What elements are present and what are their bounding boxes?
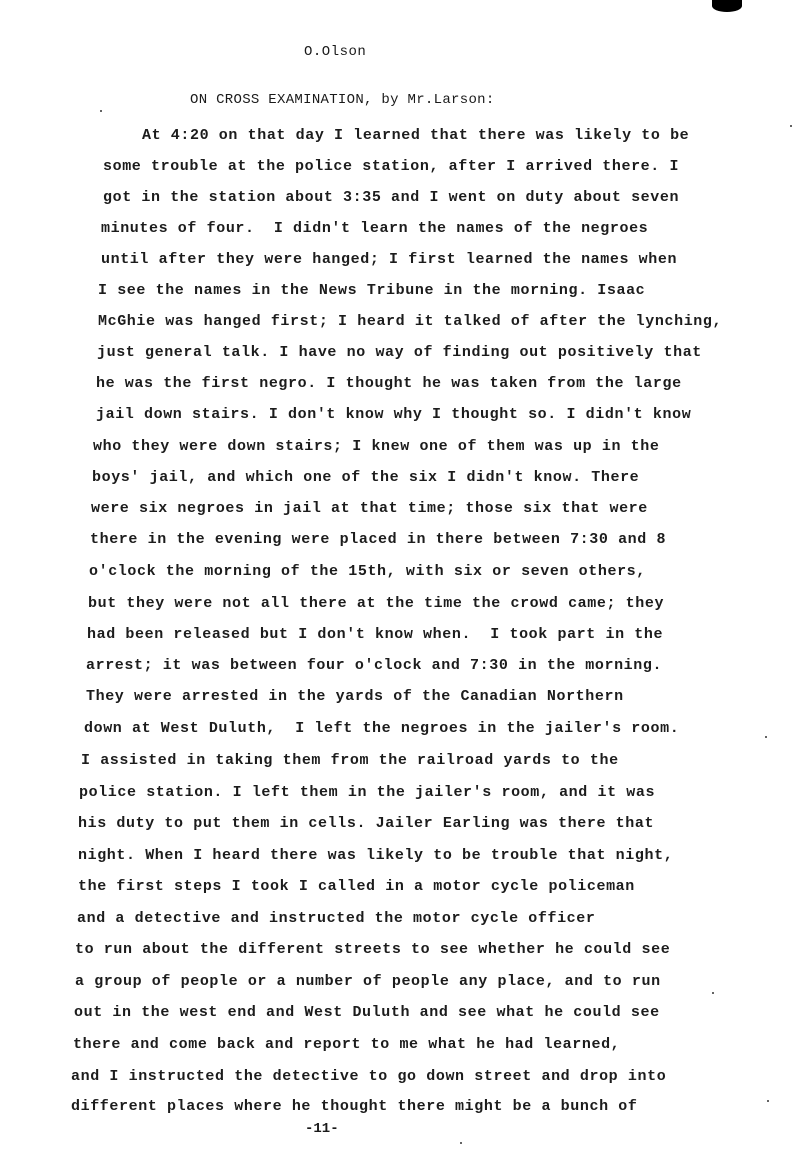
page-number: -11- [305,1121,339,1137]
ink-blot-mark [712,0,742,12]
text-line: minutes of four. I didn't learn the names of the negroes [101,220,649,237]
text-line: just general talk. I have no way of finding out positively that [97,344,702,361]
text-line: were six negroes in jail at that time; those six that were [91,500,648,517]
text-line: night. When I heard there was likely to be trouble that night, [78,847,674,864]
text-line: until after they were hanged; I first learned the names when [101,251,678,268]
text-line: I assisted in taking them from the railroad yards to the [81,752,619,769]
text-line: different places where he thought there might be a bunch of [71,1098,638,1115]
witness-name-header: O.Olson [304,44,367,60]
scan-speck [767,1100,769,1102]
text-line: the first steps I took I called in a motor cycle policeman [78,878,635,895]
scan-speck [790,125,792,127]
scan-speck [712,992,714,994]
text-line: boys' jail, and which one of the six I didn't know. There [92,469,640,486]
text-line: out in the west end and West Duluth and see what he could see [74,1004,660,1021]
text-line: They were arrested in the yards of the Canadian Northern [86,688,624,705]
scan-speck [460,1142,462,1144]
text-line: but they were not all there at the time the crowd came; they [88,595,665,612]
text-line: o'clock the morning of the 15th, with six or seven others, [89,563,646,580]
text-line: his duty to put them in cells. Jailer Earling was there that [78,815,655,832]
section-heading: ON CROSS EXAMINATION, by Mr.Larson: [190,92,495,108]
text-line: had been released but I don't know when. I took part in the [87,626,664,643]
text-line: and a detective and instructed the motor cycle officer [77,910,596,927]
text-line: At 4:20 on that day I learned that there was likely to be [142,127,690,144]
text-line: to run about the different streets to see whether he could see [75,941,671,958]
text-line: jail down stairs. I don't know why I thought so. I didn't know [96,406,692,423]
text-line: who they were down stairs; I knew one of them was up in the [93,438,660,455]
scan-speck [100,110,102,112]
text-line: got in the station about 3:35 and I went on duty about seven [103,189,680,206]
text-line: down at West Duluth, I left the negroes in the jailer's room. [84,720,680,737]
text-line: police station. I left them in the jailer's room, and it was [79,784,656,801]
text-line: arrest; it was between four o'clock and 7:30 in the morning. [86,657,663,674]
text-line: McGhie was hanged first; I heard it talked of after the lynching, [98,313,723,330]
scan-speck [765,736,767,738]
text-line: a group of people or a number of people any place, and to run [75,973,661,990]
text-line: there in the evening were placed in there between 7:30 and 8 [90,531,667,548]
text-line: and I instructed the detective to go down street and drop into [71,1068,667,1085]
text-line: I see the names in the News Tribune in the morning. Isaac [98,282,646,299]
text-line: there and come back and report to me what he had learned, [73,1036,621,1053]
text-line: some trouble at the police station, after I arrived there. I [103,158,680,175]
text-line: he was the first negro. I thought he was taken from the large [96,375,682,392]
